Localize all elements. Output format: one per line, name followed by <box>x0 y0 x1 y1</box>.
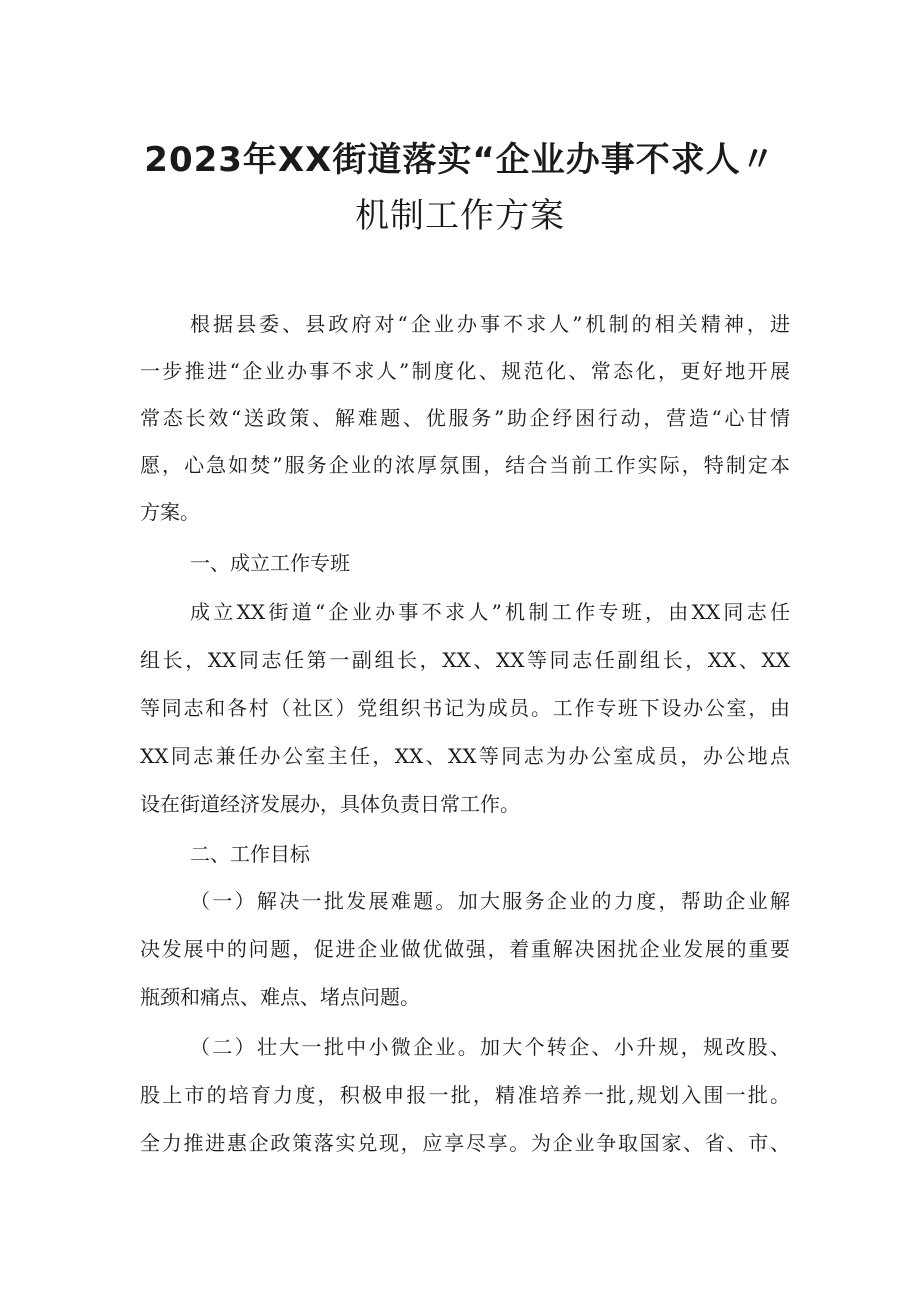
paragraph-line: （二）壮大一批中小微企业。加大个转企、小升规，规改股、 <box>190 1035 790 1059</box>
paragraph-line: 成立XX街道“企业办事不求人”机制工作专班，由XX同志任 <box>190 600 790 624</box>
paragraph-line: 方案。 <box>140 500 200 524</box>
document-title-line-1: 2023年XX街道落实“企业办事不求人〃 <box>144 140 776 180</box>
paragraph-line: 全力推进惠企政策落实兑现，应享尽享。为企业争取国家、省、市、 <box>140 1131 790 1155</box>
paragraph-line: 设在街道经济发展办，具体负责日常工作。 <box>140 792 520 816</box>
paragraph-line: （一）解决一批发展难题。加大服务企业的力度，帮助企业解 <box>190 889 790 913</box>
paragraph-line: XX同志兼任办公室主任，XX、XX等同志为办公室成员，办公地点 <box>140 744 790 768</box>
paragraph-line: 等同志和各村（社区）党组织书记为成员。工作专班下设办公室，由 <box>140 696 790 720</box>
paragraph-line: 股上市的培育力度，积极申报一批，精准培养一批,规划入围一批。 <box>140 1083 790 1107</box>
paragraph-line: 瓶颈和痛点、难点、堵点问题。 <box>140 985 420 1009</box>
section-heading: 一、成立工作专班 <box>190 551 350 575</box>
paragraph-line: 决发展中的问题，促进企业做优做强，着重解决困扰企业发展的重要 <box>140 937 790 961</box>
paragraph-line: 愿，心急如焚”服务企业的浓厚氛围，结合当前工作实际，特制定本 <box>140 453 790 477</box>
document-title-line-2: 机制工作方案 <box>355 196 565 236</box>
paragraph-line: 常态长效“送政策、解难题、优服务”助企纾困行动，营造“心甘情 <box>140 406 790 430</box>
paragraph-line: 组长，XX同志任第一副组长，XX、XX等同志任副组长，XX、XX <box>140 648 790 672</box>
paragraph-line: 根据县委、县政府对“企业办事不求人”机制的相关精神，进 <box>190 312 790 336</box>
paragraph-line: 一步推进“企业办事不求人”制度化、规范化、常态化，更好地开展 <box>140 359 790 383</box>
section-heading: 二、工作目标 <box>190 842 310 866</box>
